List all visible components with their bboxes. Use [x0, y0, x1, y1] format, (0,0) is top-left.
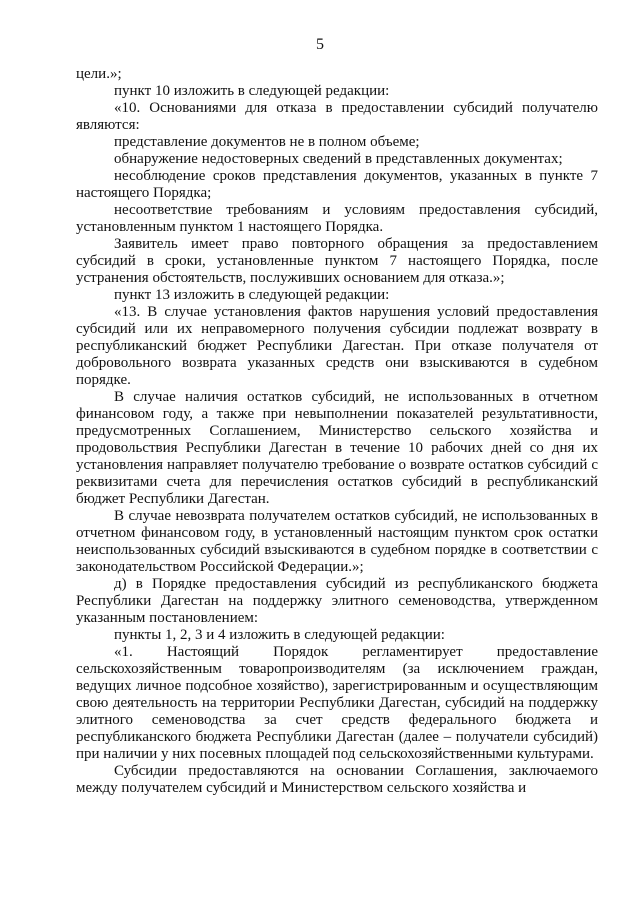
paragraph: пункты 1, 2, 3 и 4 изложить в следующей редакции: [114, 627, 445, 643]
paragraph: «1. Настоящий Порядок регламентирует предоставление сельскохозяйственным товаропроизводителям (за исключением граждан, ведущих личное подсобное хозяйство), зарегистрированным и осуществляющим свою деятельность на территории Республики Дагестан, субсидий на поддержку элитного семеноводства за счет средств федерального бюджета и республиканского бюджета Республики Дагестан (далее – получатели субсидий) при наличии у них посевных площадей под сельскохозяйственными культурами. [76, 644, 598, 762]
page-number: 5 [316, 36, 324, 53]
document-body [76, 66, 598, 797]
paragraph: обнаружение недостоверных сведений в представленных документах; [114, 151, 563, 167]
paragraph: пункт 13 изложить в следующей редакции: [114, 287, 390, 303]
paragraph: несоответствие требованиям и условиям предоставления субсидий, установленным пунктом 1 настоящего Порядка. [76, 202, 598, 235]
paragraph: представление документов не в полном объеме; [114, 134, 420, 150]
paragraph: несоблюдение сроков представления документов, указанных в пункте 7 настоящего Порядка; [76, 168, 598, 201]
paragraph: В случае наличия остатков субсидий, не использованных в отчетном финансовом году, а также при невыполнении показателей результативности, предусмотренных Соглашением, Министерство сельского хозяйства и продовольствия Республики Дагестан в течение 10 рабочих дней со дня их установления направляет получателю требование о возврате остатков субсидий с реквизитами счета для перечисления остатков субсидий в республиканский бюджет Республики Дагестан. [76, 389, 598, 507]
paragraph: «13. В случае установления фактов нарушения условий предоставления субсидий или их неправомерного получения субсидии подлежат возврату в республиканский бюджет Республики Дагестан. При отказе получателя от добровольного возврата указанных средств они взыскиваются в судебном порядке. [76, 304, 598, 388]
paragraph: пункт 10 изложить в следующей редакции: [114, 83, 390, 99]
paragraph: Субсидии предоставляются на основании Соглашения, заключаемого между получателем субсидий и Министерством сельского хозяйства и [76, 763, 598, 796]
paragraph: «10. Основаниями для отказа в предоставлении субсидий получателю являются: [76, 100, 598, 133]
paragraph: цели.»; [76, 66, 122, 82]
paragraph: д) в Порядке предоставления субсидий из республиканского бюджета Республики Дагестан на поддержку элитного семеноводства, утвержденном указанным постановлением: [76, 576, 598, 626]
paragraph: В случае невозврата получателем остатков субсидий, не использованных в отчетном финансовом году, в установленный настоящим пунктом срок остатки неиспользованных субсидий взыскиваются в судебном порядке в соответствии с законодательством Российской Федерации.»; [76, 508, 598, 575]
paragraph: Заявитель имеет право повторного обращения за предоставлением субсидий в сроки, установленные пунктом 7 настоящего Порядка, после устранения обстоятельств, послуживших основанием для отказа.»; [76, 236, 598, 286]
